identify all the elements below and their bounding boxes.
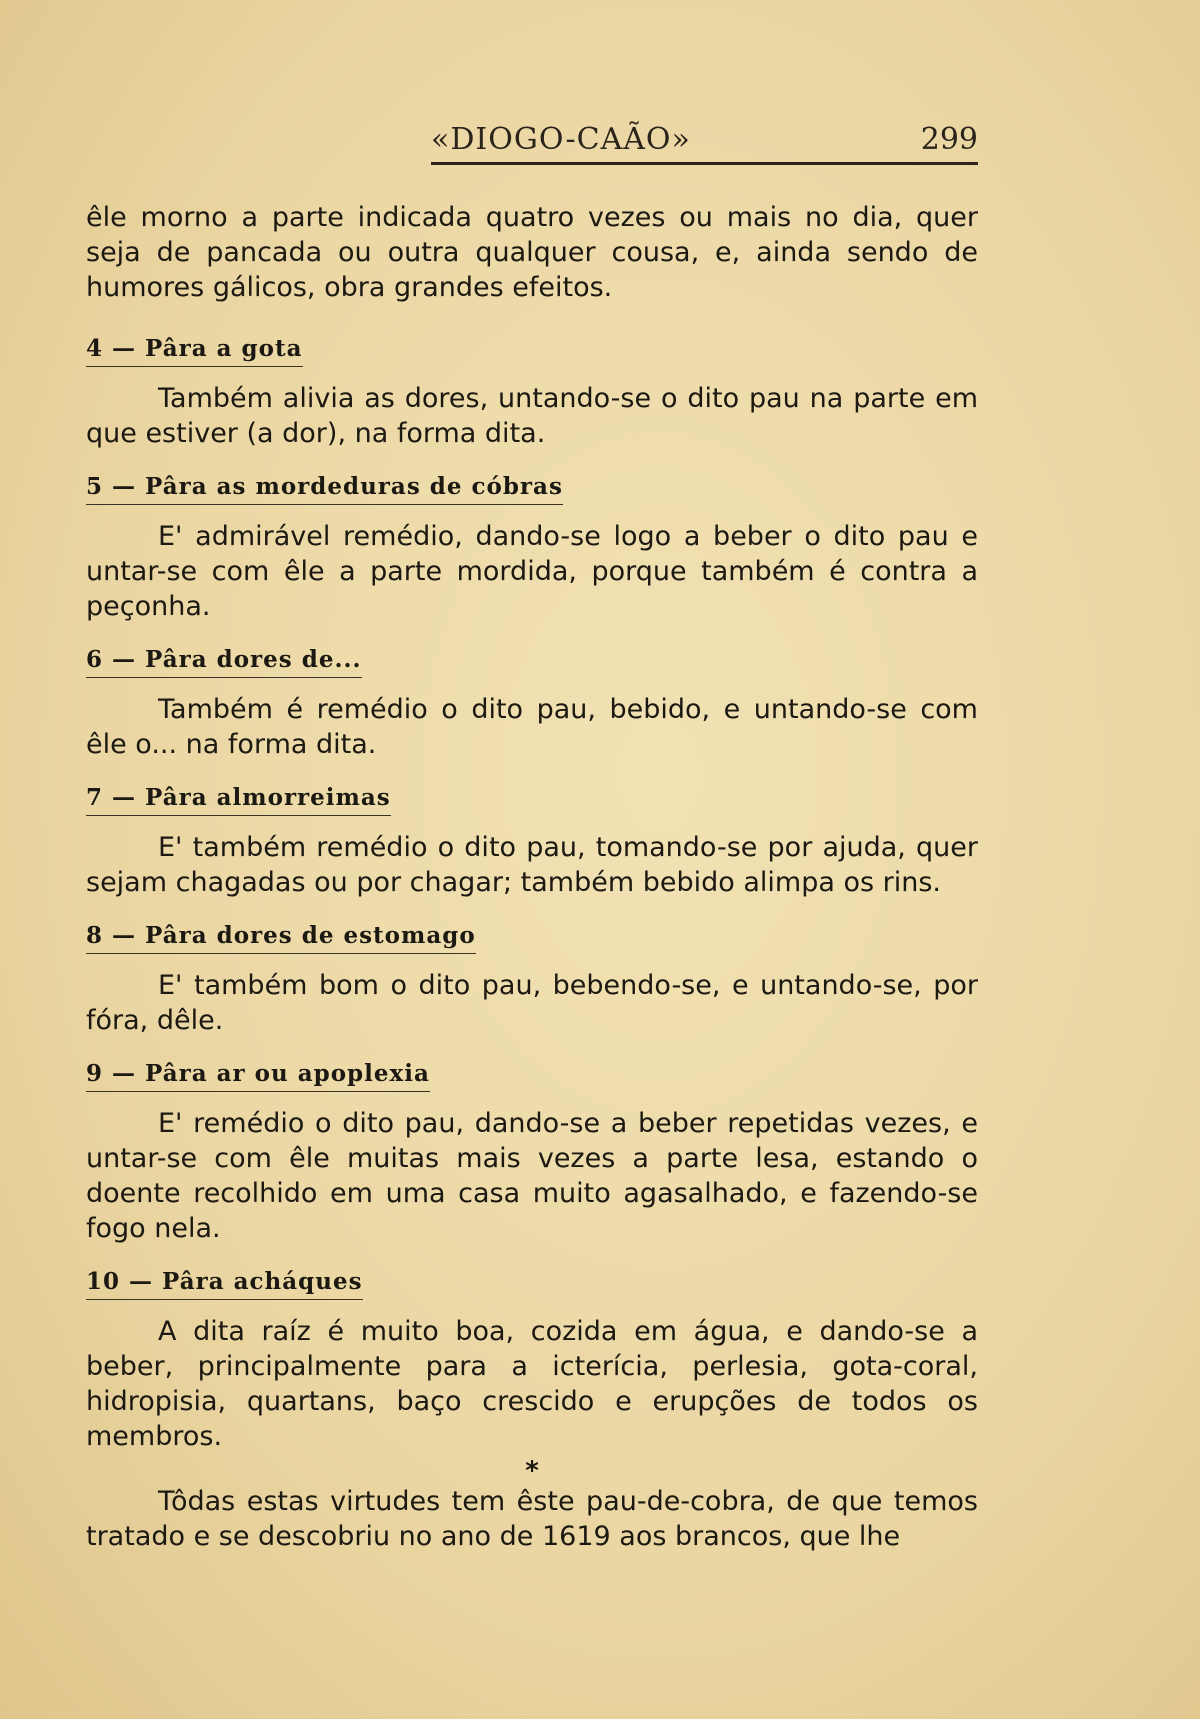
section-text: E' admirável remédio, dando-se logo a beber o dito pau e untar-se com êle a parte mordida, porque também é contra a peçonha.: [86, 521, 978, 622]
section-heading: 6 — Pâra dores de...: [86, 646, 362, 678]
running-title: «DIOGO-CAÃO»: [431, 122, 691, 157]
section-dores: [86, 624, 978, 762]
section-text: E' remédio o dito pau, dando-se a beber repetidas vezes, e untar-se com êle muitas mais vezes a parte lesa, estando o doente recolhido em uma casa muito agasalhado, e fazendo-se fogo nela.: [86, 1108, 978, 1244]
section-text: E' também bom o dito pau, bebendo-se, e untando-se, por fóra, dêle.: [86, 970, 978, 1036]
section-text: A dita raíz é muito boa, cozida em água, e dando-se a beber, principalmente para a icterícia, perlesia, gota-coral, hidropisia, quartans, baço crescido e erupções de todos os membros.: [86, 1316, 978, 1452]
section-heading: 10 — Pâra acháques: [86, 1268, 363, 1300]
section-text: Também alivia as dores, untando-se o dito pau na parte em que estiver (a dor), na forma dita.: [86, 383, 978, 449]
section-heading: 8 — Pâra dores de estomago: [86, 922, 476, 954]
section-heading: 7 — Pâra almorreimas: [86, 784, 391, 816]
section-almorreimas: [86, 762, 978, 900]
page-number: 299: [920, 122, 978, 157]
section-text: Também é remédio o dito pau, bebido, e untando-se com êle o... na forma dita.: [86, 694, 978, 760]
page-body: [86, 200, 978, 1554]
section-heading: 4 — Pâra a gota: [86, 335, 303, 367]
section-text: E' também remédio o dito pau, tomando-se por ajuda, quer sejam chagadas ou por chagar; também bebido alimpa os rins.: [86, 832, 978, 898]
separator-asterisk: *: [525, 1456, 539, 1486]
closing-paragraph: Tôdas estas virtudes tem êste pau-de-cobra, de que temos tratado e se descobriu no ano de 1619 aos brancos, que lhe: [86, 1486, 978, 1552]
section-gota: [86, 313, 978, 451]
section-mordeduras: [86, 451, 978, 624]
section-estomago: [86, 900, 978, 1038]
section-achaques: [86, 1246, 978, 1454]
section-apoplexia: [86, 1038, 978, 1246]
section-heading: 5 — Pâra as mordeduras de cóbras: [86, 473, 563, 505]
section-heading: 9 — Pâra ar ou apoplexia: [86, 1060, 430, 1092]
page-header: [86, 118, 978, 168]
header-rule: [431, 162, 978, 165]
intro-paragraph: êle morno a parte indicada quatro vezes ou mais no dia, quer seja de pancada ou outra qualquer cousa, e, ainda sendo de humores gálicos, obra grandes efeitos.: [86, 202, 978, 303]
